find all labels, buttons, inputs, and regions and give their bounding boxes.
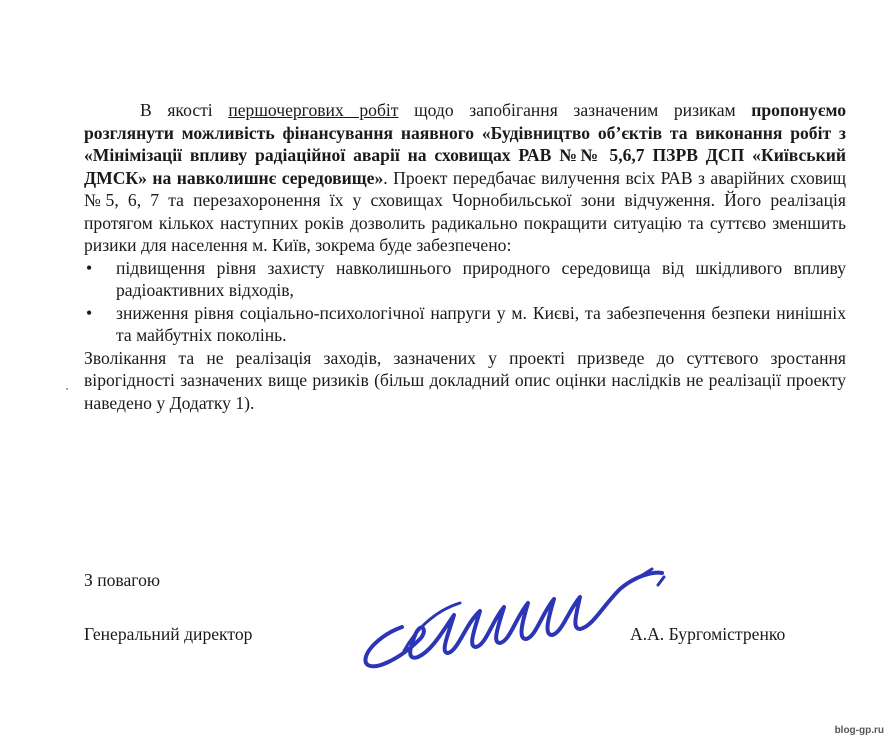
bullet-marker: • [86,302,93,323]
greeting: З повагою [84,570,161,590]
watermark: blog-gp.ru [834,725,884,736]
scan-speck [66,388,68,390]
signer-position: Генеральний директор [84,624,253,644]
paragraph-consequences: Зволікання та не реалізація заходів, зазначених у проекті призведе до суттєвого зростання вірогідності зазначених вище ризиків (більш докладний опис оцінки наслідків не реалізації проекту наведено у Додатку 1). [84,347,846,413]
letter-body [84,99,846,414]
bullet-list [84,257,846,347]
paragraph-proposal: В якості першочергових робіт щодо запобігання зазначеним ризикам пропонуємо розглянути можливість фінансування наявного «Будівництво об’єктів та виконання робіт з «Мінімізації впливу радіаційної аварії на сховищах РАВ №№ 5,6,7 ПЗРВ ДСП «Київський ДМСК» на навколишнє середовище». Проект передбачає вилучення всіх РАВ з аварійних сховищ №5, 6, 7 та перезахоронення їх у сховищах Чорнобильської зони відчуження. Його реалізація протягом кількох наступних років дозволить радикально покращити ситуацію та суттєво зменшить ризики для населення м. Київ, зокрема буде забезпечено: [84,100,847,255]
bullet-marker: • [86,257,93,278]
bold-proposal: пропонуємо розглянути можливість фінансування наявного «Будівництво об’єктів та виконання робіт з «Мінімізації впливу радіаційної аварії на сховищах РАВ №№ 5,6,7 ПЗРВ ДСП «Київський ДМСК» на навколишнє середовище» [84,100,847,188]
handwritten-signature [340,555,680,685]
list-item: • зниження рівня соціально-психологічної напруги у м. Києві, та забезпечення безпеки нинішніх та майбутніх поколінь. [86,302,846,345]
list-item: • підвищення рівня захисту навколишнього природного середовища від шкідливого впливу радіоактивних відходів, [86,257,846,300]
underlined-phrase: першочергових робіт [228,100,399,120]
signer-name: А.А. Бургомістренко [630,624,786,644]
